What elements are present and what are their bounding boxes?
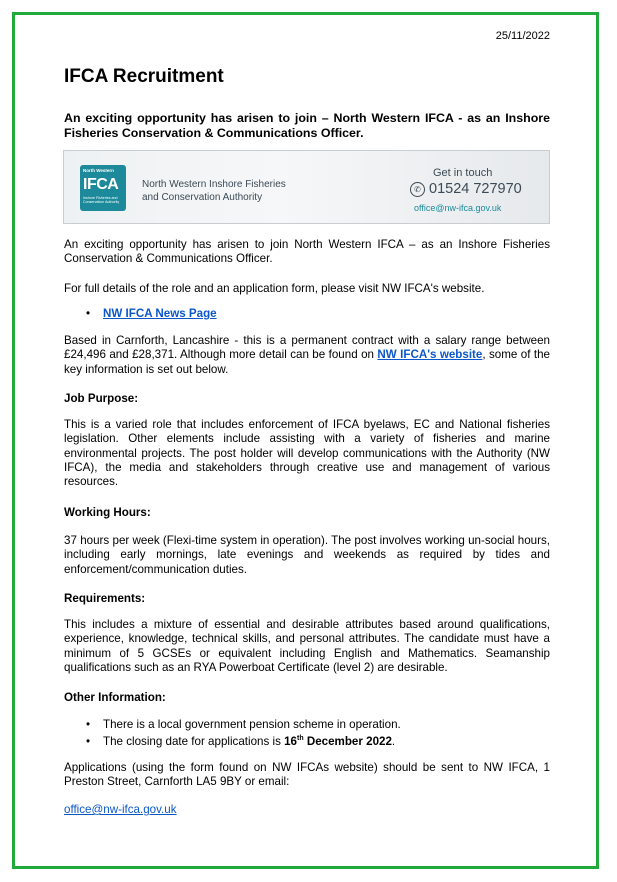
banner-email: office@nw-ifca.gov.uk bbox=[414, 203, 502, 213]
page-title: IFCA Recruitment bbox=[64, 66, 224, 87]
working-hours-heading: Working Hours: bbox=[64, 506, 151, 519]
nw-ifca-banner bbox=[63, 150, 550, 224]
bullet-dot: • bbox=[86, 718, 91, 731]
bullet-dot: • bbox=[86, 735, 91, 748]
ifca-logo: North Western IFCA Inshore Fisheries and Conservation Authority bbox=[80, 165, 126, 211]
phone-icon: ✆ bbox=[410, 182, 425, 197]
job-purpose-heading: Job Purpose: bbox=[64, 392, 139, 405]
requirements-paragraph: This includes a mixture of essential and desirable attributes based around qualifications, experience, knowledge, technical skills, and personal attributes. The candidate must have a minimum of 5 GCSEs or equivalent including English and Mathematics. Seamanship qualifications such as an RYA Powerboat Certificate (level 2) are desirable. bbox=[64, 618, 550, 674]
pension-item: There is a local government pension scheme in operation. bbox=[103, 718, 401, 731]
email-link[interactable]: office@nw-ifca.gov.uk bbox=[64, 803, 177, 816]
location-paragraph: Based in Carnforth, Lancashire - this is a permanent contract with a salary range between £24,496 and £28,371. Although more detail can be found on NW IFCA's website, some of the key information is set out below. bbox=[64, 334, 550, 376]
organisation-name: North Western Inshore Fisheries and Conservation Authority bbox=[142, 179, 286, 203]
closing-date-item: The closing date for applications is 16th December 2022. bbox=[103, 735, 396, 748]
working-hours-paragraph: 37 hours per week (Flexi-time system in operation). The post involves working un-social hours, including early mornings, late evenings and weekends as required by tides and enforcement/communication duties. bbox=[64, 534, 550, 576]
requirements-heading: Requirements: bbox=[64, 592, 146, 605]
phone-number: ✆ 01524 727970 bbox=[410, 181, 522, 197]
details-paragraph: For full details of the role and an application form, please visit NW IFCA's website. bbox=[64, 282, 485, 295]
document-date: 25/11/2022 bbox=[495, 30, 550, 42]
website-link[interactable]: NW IFCA's website bbox=[377, 348, 483, 362]
news-page-link[interactable]: NW IFCA News Page bbox=[103, 307, 217, 320]
other-information-heading: Other Information: bbox=[64, 691, 166, 704]
job-purpose-paragraph: This is a varied role that includes enforcement of IFCA byelaws, EC and National fisheries legislation. Other elements include assisting with a variety of fisheries and marine environmental projects. The post holder will develop communications with the Authority (NW IFCA), the media and stakeholders through creative use and management of various resources. bbox=[64, 418, 550, 489]
bullet-dot: • bbox=[86, 307, 91, 320]
get-in-touch-label: Get in touch bbox=[433, 167, 493, 179]
applications-paragraph: Applications (using the form found on NW IFCAs website) should be sent to NW IFCA, 1 Preston Street, Carnforth LA5 9BY or email: bbox=[64, 761, 550, 789]
subtitle: An exciting opportunity has arisen to join – North Western IFCA - as an Inshore Fisheries Conservation & Communications Officer. bbox=[64, 111, 550, 140]
intro-paragraph: An exciting opportunity has arisen to join North Western IFCA – as an Inshore Fisheries Conservation & Communications Officer. bbox=[64, 238, 550, 266]
